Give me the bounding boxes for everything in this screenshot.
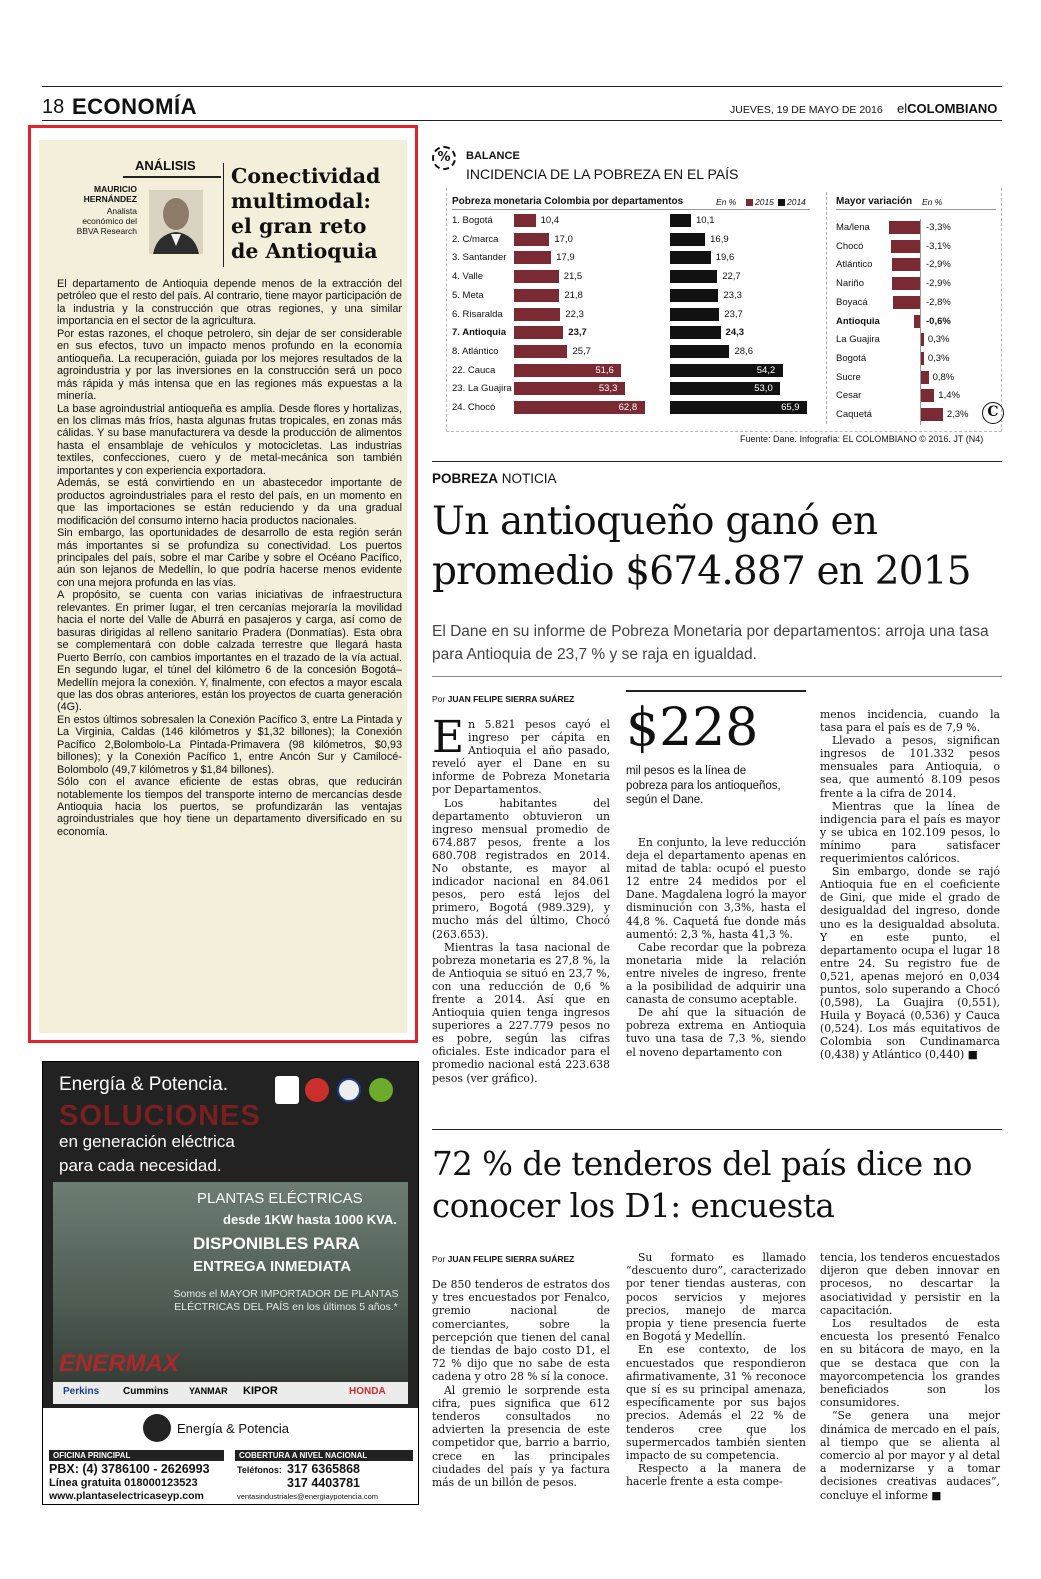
chart1-bar-2014 bbox=[670, 270, 717, 283]
free-line: Línea gratuita 018000123523 bbox=[49, 1477, 198, 1489]
chart1-value-label: 23,3 bbox=[723, 289, 742, 301]
chart2-value-label: -2,9% bbox=[926, 259, 951, 271]
chart1-value-label: 65,9 bbox=[781, 402, 800, 413]
chart2-value-label: 0,3% bbox=[927, 352, 950, 364]
chart2-value-label: -2,8% bbox=[926, 296, 951, 308]
chart1-value-label: 23,7 bbox=[568, 327, 587, 339]
story1-deck: El Dane en su informe de Pobreza Monetaria por departamentos: arroja una tasa para Antioquia de 23,7 % y se raja en igualdad. bbox=[432, 623, 989, 663]
author-name: MAURICIO HERNÁNDEZ bbox=[83, 184, 137, 204]
story1-paragraph: Los habitantes del departamento obtuvieron un ingreso mensual promedio de 674.887 pesos, frente a los 680.708 registrados en 2014. No obstante, es mayor al indicador nacional en 84.061 pesos, pero está lejos del primero, Bogotá (989.329), y mucho más del último, Chocó (263.653). bbox=[432, 796, 610, 941]
chart1-category-label: 2. C/marca bbox=[452, 233, 499, 245]
ad-enermax: ENERMAX bbox=[59, 1350, 180, 1377]
end-mark-icon: ■ bbox=[931, 1488, 942, 1502]
chart2-bar bbox=[921, 333, 924, 346]
chart1-category-label: 6. Risaralda bbox=[452, 308, 503, 320]
chart2-title: Mayor variación bbox=[836, 196, 913, 207]
chart2-category-label: Chocó bbox=[836, 240, 864, 252]
chart2-bar bbox=[921, 352, 924, 365]
ad-sub1: en generación eléctrica bbox=[59, 1132, 235, 1151]
cert-logo-3-icon bbox=[337, 1078, 361, 1102]
story2-paragraph: Respecto a la manera de hacerle frente a esta compe- bbox=[626, 1462, 806, 1489]
chart1-bar-2015 bbox=[514, 308, 560, 321]
story1-last-paragraph: Sin embargo, donde se rajó Antioquia fue en el coeficiente de Gini, que mide el grado de desigualdad del ingreso, donde uno es la desigualdad absoluta. Y en este punto, el departamento ocupa el lugar 18 entre 24. Su registro fue de 0,521, apenas mejoró en 0,034 puntos, solo superando a Chocó (0,598), La Guajira (0,551), Huila y Boyacá (0,536) y Cauca (0,524). Los más equitativos de Colombia son Cundinamarca (0,438) y Atlántico (0,440) bbox=[820, 865, 1000, 1062]
chart2-bar bbox=[893, 296, 920, 309]
chart1-bar-2015 bbox=[514, 289, 559, 302]
story1-col2 bbox=[626, 836, 806, 1059]
legend-swatch-2014 bbox=[778, 199, 785, 206]
chart1-value-label: 16,9 bbox=[710, 233, 729, 245]
story1-paragraph: Mientras que la línea de indigencia para el país es mayor y se ubica en 102.109 pesos, lo mínimo para satisfacer requerimientos calóricos. bbox=[820, 799, 1000, 866]
chart1-value-label: 10,4 bbox=[540, 215, 560, 226]
chart1-category-label: 24. Chocó bbox=[452, 402, 496, 413]
chart1-value-label: 53,0 bbox=[754, 383, 773, 395]
chart1-value-label: 10,1 bbox=[696, 215, 715, 226]
chart1-category-label: 7. Antioquia bbox=[452, 327, 507, 339]
chart1-value-label: 22,3 bbox=[565, 308, 584, 320]
byline-author: JUAN FELIPE SIERRA SUÁREZ bbox=[447, 1254, 575, 1264]
chart1-value-label: 21,8 bbox=[564, 289, 583, 301]
ad-brand-line: Energía & Potencia. bbox=[59, 1074, 228, 1095]
chart-source: Fuente: Dane. Infografía: EL COLOMBIANO © 2016. JT (N4) bbox=[740, 434, 984, 444]
chart2-value-label: 1,4% bbox=[938, 390, 960, 402]
energia-potencia-logo-icon bbox=[143, 1414, 171, 1442]
analysis-paragraph: En estos últimos sobresalen la Conexión Pacífico 3, entre La Pintada y La Virginia, Caldas (146 kilómetros y $1,32 billones); la Conexión Pacífico 2,Bolombolo-La Pintada-Primavera (98 kilómetros, $0,93 billones); y la Conexión Pacífico 1, entre Ancón Sur y Camilocé-Bolombolo (49,7 kilómetros y $1,84 billones). bbox=[57, 713, 402, 776]
masthead bbox=[897, 101, 997, 116]
author-portrait-icon bbox=[149, 190, 203, 254]
chart1-value-label: 62,8 bbox=[618, 402, 638, 413]
analysis-paragraph: Por estas razones, el choque petrolero, sin dejar de ser considerable en sus efectos, tuvo un impacto menos profundo en la economía antioqueña. La recuperación, guiada por los mejores resultados de la agroindustria y por las inversiones en la construcción será un poco más rápida y más intensa que en las regiones más expuestas a la minería. bbox=[57, 327, 402, 403]
chart2-category-label: Ma/lena bbox=[836, 222, 870, 233]
story1-paragraph: Cabe recordar que la pobreza monetaria mide la relación entre niveles de ingreso, frente a la posibilidad de adquirir una canasta de consumo aceptable. bbox=[626, 940, 806, 1007]
phone-2: 317 4403781 bbox=[287, 1476, 360, 1490]
masthead-name: COLOMBIANO bbox=[907, 101, 998, 116]
pbx: PBX: (4) 3786100 - 2626993 bbox=[49, 1462, 210, 1476]
big-number-caption: mil pesos es la línea de pobreza para los antioqueños, según el Dane. bbox=[626, 765, 781, 806]
story2-headline: 72 % de tenderos del país dice no conocer los D1: encuesta bbox=[432, 1145, 972, 1225]
chart2-bar bbox=[891, 240, 920, 253]
ad-plants: PLANTAS ELÉCTRICAS bbox=[197, 1190, 363, 1207]
chart1-value-label: 24,3 bbox=[725, 327, 745, 339]
story1-paragraph: menos incidencia, cuando la tasa para el país es de 7,9 %. bbox=[820, 708, 1000, 735]
masthead-el: el bbox=[897, 101, 908, 116]
ad-contact bbox=[43, 1448, 418, 1504]
phone-1: 317 6365868 bbox=[287, 1462, 360, 1476]
chart2-bar bbox=[921, 408, 943, 421]
chart1-category-label: 3. Santander bbox=[452, 252, 507, 264]
chart1-category-label: 1. Bogotá bbox=[452, 215, 493, 226]
chart1-value-label: 17,0 bbox=[554, 233, 573, 245]
author-role: Analista económico del BBVA Research bbox=[76, 206, 137, 236]
chart1-bar-2015 bbox=[514, 233, 549, 246]
chart2-bar bbox=[892, 258, 920, 271]
story2-byline bbox=[432, 1254, 574, 1264]
brand-logo: Cummins bbox=[123, 1386, 169, 1397]
ad-range: desde 1KW hasta 1000 KVA. bbox=[223, 1212, 397, 1227]
brand-logo: YANMAR bbox=[189, 1386, 228, 1396]
chart1-bar-2014 bbox=[670, 289, 718, 302]
ad-importer: Somos el MAYOR IMPORTADOR DE PLANTAS ELÉCTRICAS DEL PAÍS en los últimos 5 años.* bbox=[173, 1288, 399, 1313]
chart2-value-label: 0,8% bbox=[932, 371, 955, 383]
story2-paragraph: Los resultados de esta encuesta los presentó Fenalco en su bitácora de mayo, en la que se destaca que con la mayorcompetencia los grandes beneficiados son los consumidores. bbox=[820, 1317, 1000, 1410]
chart1-unit: En % bbox=[716, 197, 737, 207]
legend-swatch-2015 bbox=[746, 199, 753, 206]
chart2-category-label: Nariño bbox=[836, 278, 864, 290]
story2-paragraph: En ese contexto, de los encuestados que respondieron afirmativamente, 31 % reconoce que sí es su principal amenaza, específicamente por sus bajos precios. Además el 22 % de tenderos cree que los supermercados también sienten impacto de su competencia. bbox=[626, 1343, 806, 1463]
chart1-bar-2015 bbox=[514, 345, 567, 358]
chart1-value-label: 22,7 bbox=[722, 271, 741, 283]
brand-logo: KIPOR bbox=[243, 1385, 278, 1397]
chart1-value-label: 17,9 bbox=[556, 252, 575, 264]
story2-paragraph: Al gremio le sorprende esta cifra, pues significa que 612 tenderos consultados no advierten la presencia de este competidor que, barrio a barrio, crece en las principales ciudades del país y ya factura más de un billón de pesos. bbox=[432, 1383, 610, 1490]
legend-label-2015: 2015 bbox=[755, 197, 774, 207]
story1-byline bbox=[432, 694, 574, 704]
section-title: ECONOMÍA bbox=[72, 94, 197, 119]
chart2-bar bbox=[914, 315, 920, 328]
balance-label: BALANCE bbox=[466, 150, 520, 162]
story1-paragraph: n 5.821 pesos cayó el ingreso per cápita en Antioquia el año pasado, reveló ayer el Dane en su informe de Pobreza Monetaria por Departamentos. bbox=[432, 718, 610, 797]
story1-paragraph: Mientras la tasa nacional de pobreza monetaria es 27,8 %, la de Antioquia se situó en 23,7 %, con una reducción de 0,6 % frente a 2014. Así que en Antioquia quien tenga ingresos superiores a 227.779 pesos no es pobre, según las cifras oficiales. Este indicador para el promedio nacional está 223.638 pesos (ver gráfico). bbox=[432, 940, 610, 1085]
story1-col3 bbox=[820, 708, 1000, 1062]
chart2-value-label: 0,3% bbox=[927, 334, 950, 346]
issue-date: JUEVES, 19 DE MAYO DE 2016 bbox=[730, 104, 883, 116]
story2-col1 bbox=[432, 1278, 610, 1489]
analysis-title: Conectividad multimodal: el gran reto de Antioquia bbox=[231, 164, 381, 263]
story2-col3 bbox=[820, 1251, 1000, 1502]
percent-icon: % bbox=[432, 146, 456, 170]
chart2-value-label: -2,9% bbox=[926, 278, 951, 290]
chart1-value-label: 53,3 bbox=[598, 383, 618, 395]
brand-logo: HONDA bbox=[349, 1386, 386, 1397]
ad-email-link[interactable]: ventasindustriales@energiaypotencia.com bbox=[237, 1492, 379, 1501]
story1-kicker bbox=[432, 471, 557, 486]
story2-paragraph: De 850 tenderos de estratos dos y tres encuestados por Fenalco, gremio nacional de comerciantes, sobre la percepción que tienen del canal de tiendas de bajo costo D1, el 72 % dijo que no sabe de esta cadena y otro 28 % sí la conoce. bbox=[432, 1278, 610, 1384]
analysis-paragraph: El departamento de Antioquia depende menos de la extracción del petróleo que el resto del país. Al contrario, tiene mayor participación de la industria y la construcción que otras regiones, y una similar importancia en el sector de la agricultura. bbox=[57, 278, 402, 328]
chart1-bar-2015 bbox=[514, 326, 563, 339]
chart2-category-label: La Guajira bbox=[836, 334, 880, 346]
chart1-bar-2014 bbox=[670, 308, 719, 321]
chart1-value-label: 25,7 bbox=[572, 345, 591, 357]
chart1-bar-2014 bbox=[670, 345, 729, 358]
phones-label: Teléfonos: bbox=[237, 1465, 282, 1475]
story1-paragraph: Llevado a pesos, significan ingresos de 101.332 pesos mensuales para Antioquia, o sea, que aumentó 8.109 pesos frente a la cifra de 2014. bbox=[820, 734, 1000, 800]
chart2-category-label: Boyacá bbox=[836, 296, 868, 308]
chart-divider bbox=[826, 192, 828, 424]
analysis-box bbox=[28, 125, 418, 1043]
story1-paragraph: En conjunto, la leve reducción deja el departamento apenas en mitad de tabla: ocupó el puesto 12 entre 24 medidos por el Dane. Magdalena logró la mayor disminución con 3,3%, hasta el 44,8 %. Caquetá fue donde más aumentó: 2,3 %, hasta 41,3 %. bbox=[626, 836, 806, 941]
story2-paragraph: Su formato es llamado “descuento duro”, caracterizado por tener tiendas austeras, con pocos servicios y mejores precios, manejo de marca propia y tiene presencia fuerte en Bogotá y Medellín. bbox=[626, 1251, 806, 1344]
chart1-bar-2014 bbox=[670, 214, 691, 227]
story2-col2 bbox=[626, 1251, 806, 1489]
analysis-paragraph: Sin embargo, las oportunidades de desarrollo de esta región serán más importantes si se profundiza su conectividad. Los puertos principales del país, sobre el mar Caribe y sobre el Océano Pacífico, aún son lejanos de Medellín, lo que podría hacerse menos evidente con una mejora profunda en las vías. bbox=[57, 527, 402, 589]
ad-website-link[interactable]: www.plantaselectricaseyp.com bbox=[49, 1490, 204, 1502]
chart2-value-label: -0,6% bbox=[926, 315, 951, 327]
ad-logo-band bbox=[43, 1408, 418, 1448]
chart1-category-label: 4. Valle bbox=[452, 271, 483, 283]
chart1-value-label: 23,7 bbox=[724, 308, 743, 320]
chart2-category-label: Bogotá bbox=[836, 352, 867, 364]
advertisement bbox=[42, 1061, 419, 1505]
kicker-type: NOTICIA bbox=[501, 471, 557, 486]
byline-author: JUAN FELIPE SIERRA SUÁREZ bbox=[447, 694, 575, 704]
byline-por: Por bbox=[432, 694, 446, 704]
cert-logo-1-icon bbox=[275, 1076, 299, 1104]
chart1-value-label: 51,6 bbox=[595, 364, 614, 376]
brand-logo: Perkins bbox=[63, 1386, 100, 1397]
chart1-category-label: 22. Cauca bbox=[452, 364, 496, 376]
chart1-bar-2015 bbox=[514, 270, 559, 283]
chart2-unit: En % bbox=[922, 197, 943, 207]
chart1-category-label: 8. Atlántico bbox=[452, 345, 499, 357]
ad-delivery: ENTREGA INMEDIATA bbox=[193, 1258, 352, 1275]
chart1-bar-2014 bbox=[670, 233, 705, 246]
end-mark-icon: ■ bbox=[967, 1048, 978, 1062]
cert-logo-2-icon bbox=[305, 1078, 329, 1102]
analysis-paragraph: A propósito, se cuenta con varias iniciativas de infraestructura relevantes. En primer lugar, el tren cercanías mejoraría la movilidad hacia el norte del Valle de Aburrá en pasajeros y carga, así como de basuras dirigidas al relleno sanitario Pradera (Donmatías). Esta obra se complementará con doble calzada terrestre que llegará hasta Puerto Berrío, con cambios importantes en el trazado de la vía actual. En segundo lugar, el túnel del kilómetro 6 de la concesión Bogotá–Medellín mejora la conexión. Y, finalmente, con efectos a mayor escala que las dos obras anteriores, están los proyectos de cuarta generación (4G). bbox=[57, 589, 402, 714]
analysis-paragraph: Sólo con el avance eficiente de estas obras, que reducirán notablemente los tiempos del transporte interno de mercancías desde Antioquia hacia los puertos, se profundizarán las ventajas agroindustriales que hoy tiene un departamento diversificado en su economía. bbox=[57, 776, 402, 838]
chart2-category-label: Atlántico bbox=[836, 259, 873, 271]
chart1-value-label: 28,6 bbox=[734, 345, 753, 357]
chart2-value-label: -3,1% bbox=[926, 240, 951, 252]
big-number: $228 bbox=[626, 698, 759, 758]
chart1-title: Pobreza monetaria Colombia por departamentos bbox=[452, 196, 684, 207]
ad-logo-text: Energía & Potencia bbox=[177, 1421, 290, 1436]
byline-por: Por bbox=[432, 1254, 446, 1264]
chart2-category-label: Cesar bbox=[836, 390, 862, 402]
chart2-value-label: -3,3% bbox=[926, 222, 951, 233]
chart1-bar-2014 bbox=[670, 326, 721, 339]
chart2-category-label: Sucre bbox=[836, 371, 861, 383]
chart2-category-label: Caquetá bbox=[836, 409, 872, 420]
story2-last-paragraph: “Se genera una mejor dinámica de mercado en el país, al tiempo que se alienta al comercio al por mayor y al detal a modernizarse y a tomar decisiones creativas audaces”, concluye el informe bbox=[820, 1409, 1000, 1502]
chart2-category-label: Antioquia bbox=[836, 315, 880, 327]
cert-logo-4-icon bbox=[369, 1078, 393, 1102]
story1-paragraph bbox=[820, 865, 1000, 1061]
drop-cap: E bbox=[432, 712, 465, 763]
author-avatar bbox=[149, 190, 203, 254]
kicker-topic: POBREZA bbox=[432, 471, 499, 486]
chart1-bar-2015 bbox=[514, 214, 536, 227]
analysis-paragraph: Además, se está convirtiendo en un abastecedor importante de productos agroindustriales para el resto del país, en un momento en que las importaciones se están reduciendo y da una gradual modificación del consumo interno hacia productos nacionales. bbox=[57, 477, 402, 527]
story2-paragraph: tencia, los tenderos encuestados dijeron que deben innovar en procesos, no descartar la asociatividad y persistir en la capacitación. bbox=[820, 1251, 1000, 1317]
analysis-paragraph: La base agroindustrial antioqueña es amplia. Desde flores y hortalizas, en los climas más fríos, hasta algunas frutas tropicales, en zonas más cálidas. Y su base manufacturera va desde la producción de alimentos hasta el ensamblaje de vehículos y motocicletas. Las industrias textiles, confecciones, cuero y de metal-mecánica son también importantes y con experiencia exportadora. bbox=[57, 402, 402, 477]
ad-sub2: para cada necesidad. bbox=[59, 1156, 222, 1175]
chart2-bar bbox=[921, 371, 929, 384]
legend-label-2014: 2014 bbox=[787, 197, 806, 207]
chart2-bar bbox=[892, 277, 920, 290]
chart1-category-label: 5. Meta bbox=[452, 289, 484, 301]
chart1-bar-2015 bbox=[514, 251, 551, 264]
analysis-body bbox=[57, 278, 402, 838]
story1-paragraph: De ahí que la situación de pobreza extrema en Antioquia tuvo una tasa de 7,3 %, siendo el noveno departamento con bbox=[626, 1006, 806, 1059]
chart2-bar bbox=[921, 389, 934, 402]
story1-headline: Un antioqueño ganó en promedio $674.887 en 2015 bbox=[432, 499, 971, 594]
coverage-label: COBERTURA A NIVEL NACIONAL bbox=[235, 1450, 413, 1461]
el-colombiano-c-icon: C bbox=[982, 402, 1004, 424]
chart1-category-label: 23. La Guajira bbox=[452, 383, 512, 395]
chart1-value-label: 54,2 bbox=[756, 364, 776, 376]
ad-available: DISPONIBLES PARA bbox=[193, 1234, 360, 1253]
story2-paragraph bbox=[820, 1409, 1000, 1501]
analysis-tag: ANÁLISIS bbox=[135, 158, 196, 173]
chart2-value-label: 2,3% bbox=[946, 409, 969, 420]
story1-col1 bbox=[432, 712, 610, 1085]
balance-title: INCIDENCIA DE LA POBREZA EN EL PAÍS bbox=[466, 166, 739, 182]
chart1-bar-2014 bbox=[670, 251, 711, 264]
certification-logos bbox=[275, 1076, 405, 1106]
chart1-value-label: 19,6 bbox=[715, 252, 735, 264]
brand-strip bbox=[53, 1382, 408, 1404]
page-number: 18 bbox=[42, 96, 65, 118]
ad-headline: SOLUCIONES bbox=[59, 1100, 261, 1132]
chart2-bar bbox=[889, 221, 920, 234]
office-label: OFICINA PRINCIPAL bbox=[49, 1450, 224, 1461]
chart1-value-label: 21,5 bbox=[563, 271, 583, 283]
